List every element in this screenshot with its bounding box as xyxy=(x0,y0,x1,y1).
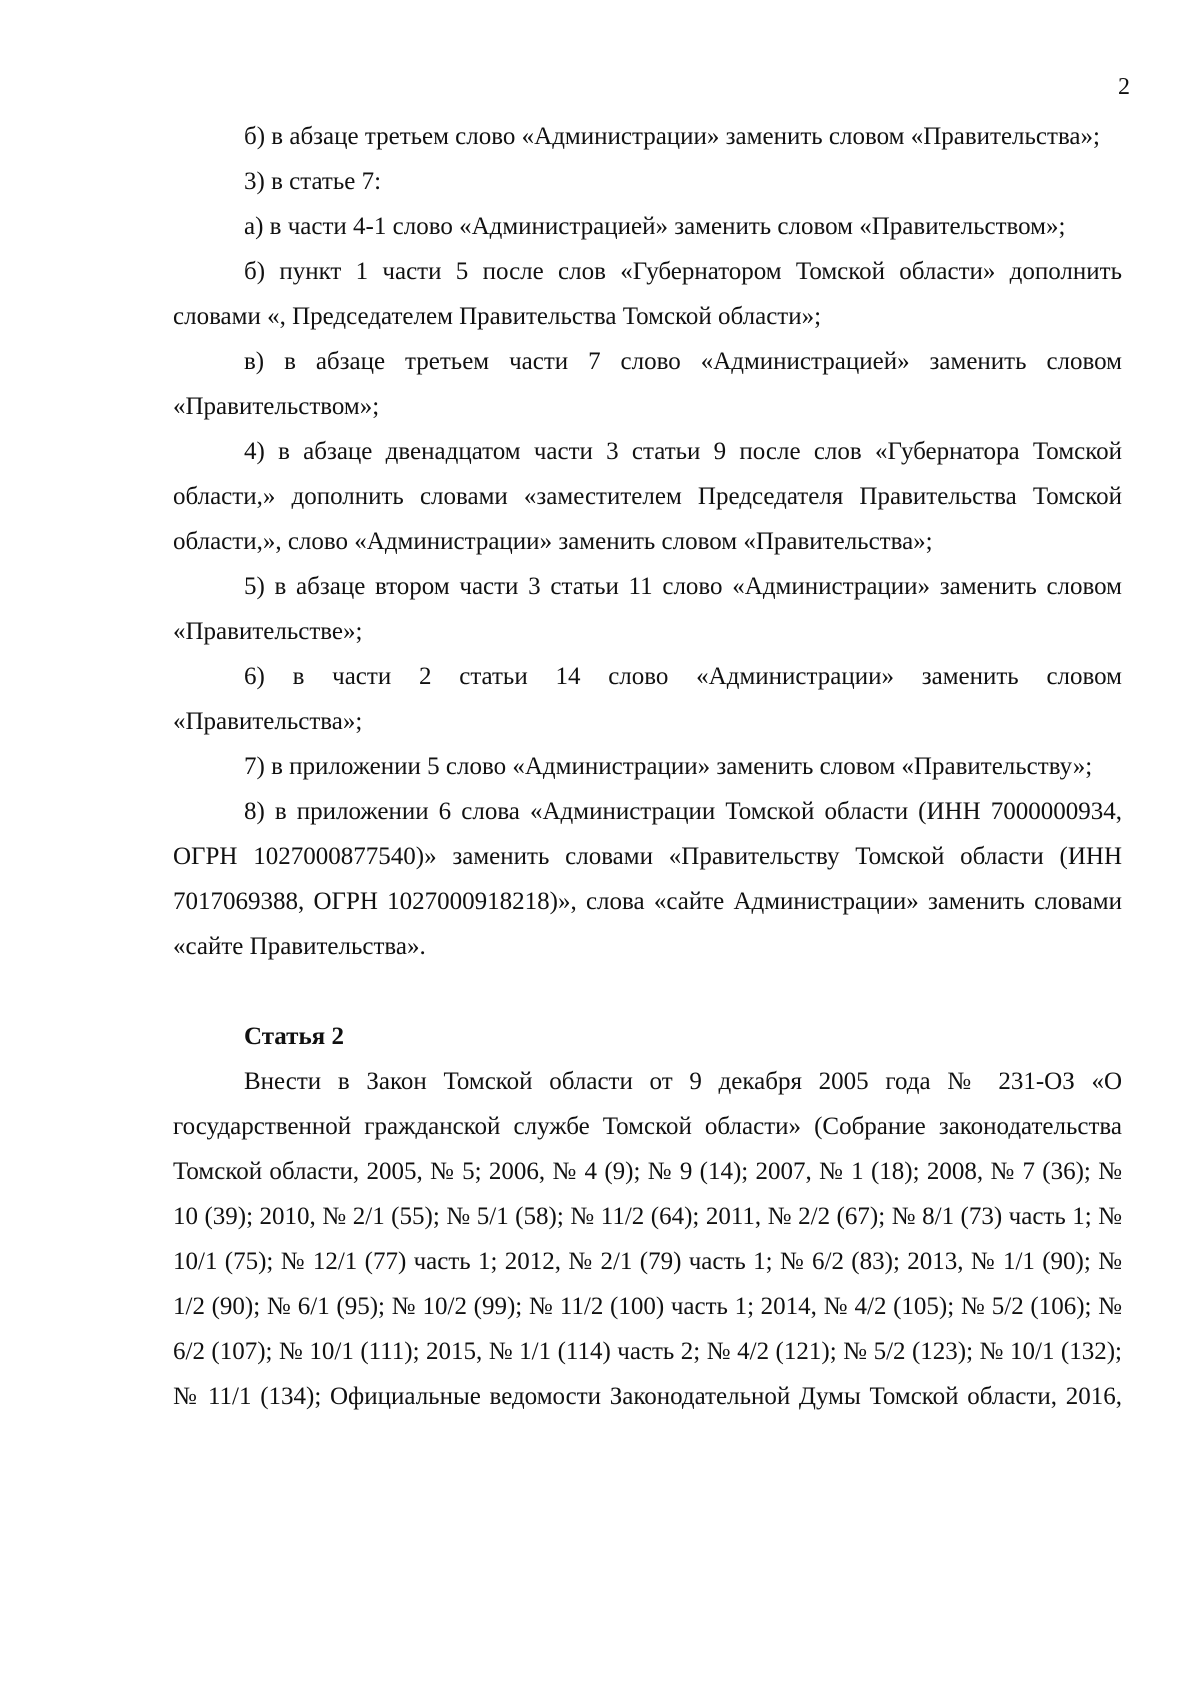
paragraph: 7) в приложении 5 слово «Администрации» заменить словом «Правительству»; xyxy=(244,753,1093,780)
section-spacer xyxy=(173,998,1122,1014)
article-paragraph: Внести в Закон Томской области от 9 декабря 2005 года № 231-ОЗ «О государственной гражданской службе Томской области» (Собрание законодательства Томской области, 2005, № 5; 2006, № 4 (9); № 9 (14); 2007, № 1 (18); 2008, № 7 (36); № 10 (39); 2010, № 2/1 (55); № 5/1 (58); № 11/2 (64); 2011, № 2/2 (67); № 8/1 (73) часть 1; № 10/1 (75); № 12/1 (77) часть 1; 2012, № 2/1 (79) часть 1; № 6/2 (83); 2013, № 1/1 (90); № 1/2 (90); № 6/1 (95); № 10/2 (99); № 11/2 (100) часть 1; 2014, № 4/2 (105); № 5/2 (106); № 6/2 (107); № 10/1 (111); 2015, № 1/1 (114) часть 2; № 4/2 (121); № 5/2 (123); № 10/1 (132); № 11/1 (134); Официальные ведомости Законодательной Думы Томской области, 2016, xyxy=(173,1068,1122,1410)
paragraph: б) пункт 1 части 5 после слов «Губернатором Томской области» дополнить словами «, Председателем Правительства Томской области»; xyxy=(173,258,1122,330)
paragraph: 4) в абзаце двенадцатом части 3 статьи 9 после слов «Губернатора Томской области,» дополнить словами «заместителем Председателя Правительства Томской области,», слово «Администрации» заменить словом «Правительства»; xyxy=(173,438,1122,555)
article-heading: Статья 2 xyxy=(244,1023,344,1050)
paragraph: 3) в статье 7: xyxy=(244,168,382,195)
paragraph: 8) в приложении 6 слова «Администрации Томской области (ИНН 7000000934, ОГРН 1027000877540)» заменить словами «Правительству Томской области (ИНН 7017069388, ОГРН 1027000918218)», слова «сайте Администрации» заменить словами «сайте Правительства». xyxy=(173,798,1122,960)
paragraph: в) в абзаце третьем части 7 слово «Администрацией» заменить словом «Правительством»; xyxy=(173,348,1122,420)
paragraph: а) в части 4-1 слово «Администрацией» заменить словом «Правительством»; xyxy=(244,213,1066,240)
paragraph: 6) в части 2 статьи 14 слово «Администрации» заменить словом «Правительства»; xyxy=(173,663,1122,735)
document-body xyxy=(173,114,1122,1419)
paragraph: 5) в абзаце втором части 3 статьи 11 слово «Администрации» заменить словом «Правительстве»; xyxy=(173,573,1122,645)
section-spacer xyxy=(173,969,1122,998)
page-number: 2 xyxy=(1118,74,1130,100)
paragraph: б) в абзаце третьем слово «Администрации» заменить словом «Правительства»; xyxy=(244,123,1100,150)
